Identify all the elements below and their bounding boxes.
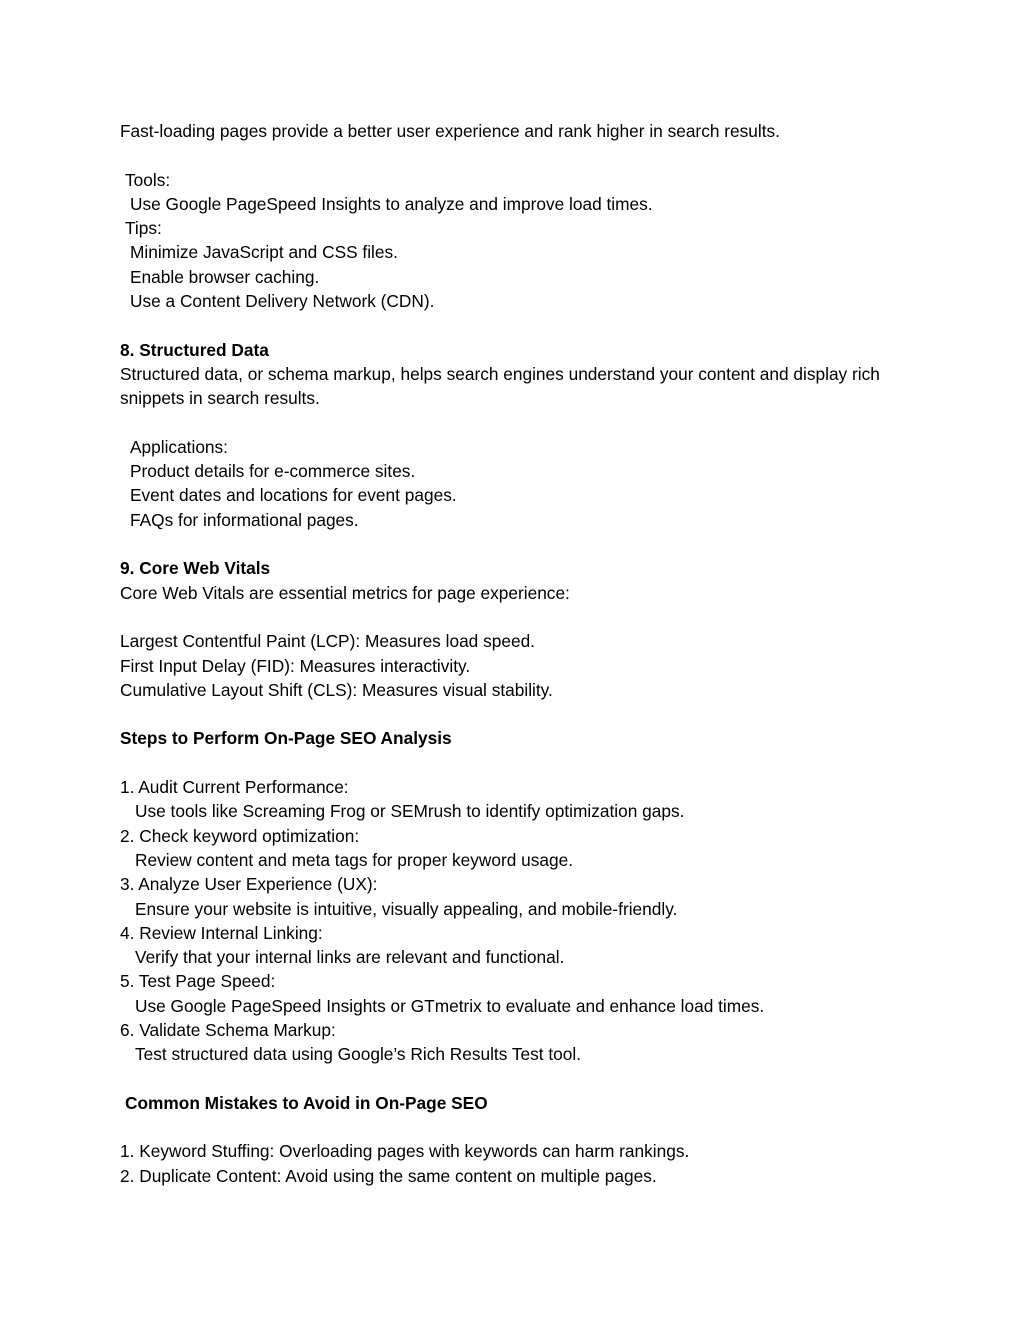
tip-item: Use a Content Delivery Network (CDN). [130, 291, 435, 312]
step-detail: Review content and meta tags for proper keyword usage. [135, 849, 574, 870]
spacer [120, 605, 920, 629]
applications-label: Applications: [130, 436, 228, 457]
spacer [120, 532, 920, 556]
step-detail: Use tools like Screaming Frog or SEMrush to identify optimization gaps. [135, 801, 685, 822]
metric-item: Largest Contentful Paint (LCP): Measures load speed. [120, 631, 535, 652]
step-title: 1. Audit Current Performance: [120, 777, 349, 798]
tools-item: Use Google PageSpeed Insights to analyze and improve load times. [130, 193, 653, 214]
spacer [120, 702, 920, 726]
step-detail: Test structured data using Google’s Rich Results Test tool. [135, 1044, 582, 1065]
core-web-vitals-paragraph: Core Web Vitals are essential metrics for page experience: [120, 582, 570, 603]
steps-heading: Steps to Perform On-Page SEO Analysis [120, 728, 452, 749]
tools-label: Tools: [125, 169, 171, 190]
step-detail: Ensure your website is intuitive, visually appealing, and mobile-friendly. [135, 898, 678, 919]
spacer [120, 1115, 920, 1139]
step-title: 4. Review Internal Linking: [120, 922, 323, 943]
core-web-vitals-heading: 9. Core Web Vitals [120, 558, 271, 579]
step-detail: Use Google PageSpeed Insights or GTmetrix to evaluate and enhance load times. [135, 995, 765, 1016]
spacer [120, 143, 920, 167]
step-title: 2. Check keyword optimization: [120, 825, 360, 846]
metric-item: Cumulative Layout Shift (CLS): Measures visual stability. [120, 679, 553, 700]
spacer [120, 411, 920, 435]
metric-item: First Input Delay (FID): Measures interactivity. [120, 655, 471, 676]
step-title: 6. Validate Schema Markup: [120, 1019, 336, 1040]
step-detail: Verify that your internal links are relevant and functional. [135, 947, 565, 968]
mistakes-heading: Common Mistakes to Avoid in On-Page SEO [125, 1092, 488, 1113]
structured-data-paragraph: Structured data, or schema markup, helps search engines understand your content and display rich snippets in search results. [120, 363, 880, 409]
tip-item: Enable browser caching. [130, 266, 320, 287]
application-item: Event dates and locations for event pages. [130, 485, 457, 506]
document-page [120, 119, 920, 1188]
step-title: 5. Test Page Speed: [120, 971, 276, 992]
step-title: 3. Analyze User Experience (UX): [120, 874, 378, 895]
tip-item: Minimize JavaScript and CSS files. [130, 242, 398, 263]
intro-paragraph: Fast-loading pages provide a better user experience and rank higher in search results. [120, 121, 780, 141]
mistake-item: 2. Duplicate Content: Avoid using the same content on multiple pages. [120, 1165, 657, 1186]
structured-data-heading: 8. Structured Data [120, 339, 269, 360]
tips-label: Tips: [125, 218, 162, 239]
spacer [120, 751, 920, 775]
spacer [120, 313, 920, 337]
application-item: FAQs for informational pages. [130, 509, 359, 530]
mistake-item: 1. Keyword Stuffing: Overloading pages with keywords can harm rankings. [120, 1141, 690, 1162]
application-item: Product details for e-commerce sites. [130, 461, 416, 482]
spacer [120, 1067, 920, 1091]
